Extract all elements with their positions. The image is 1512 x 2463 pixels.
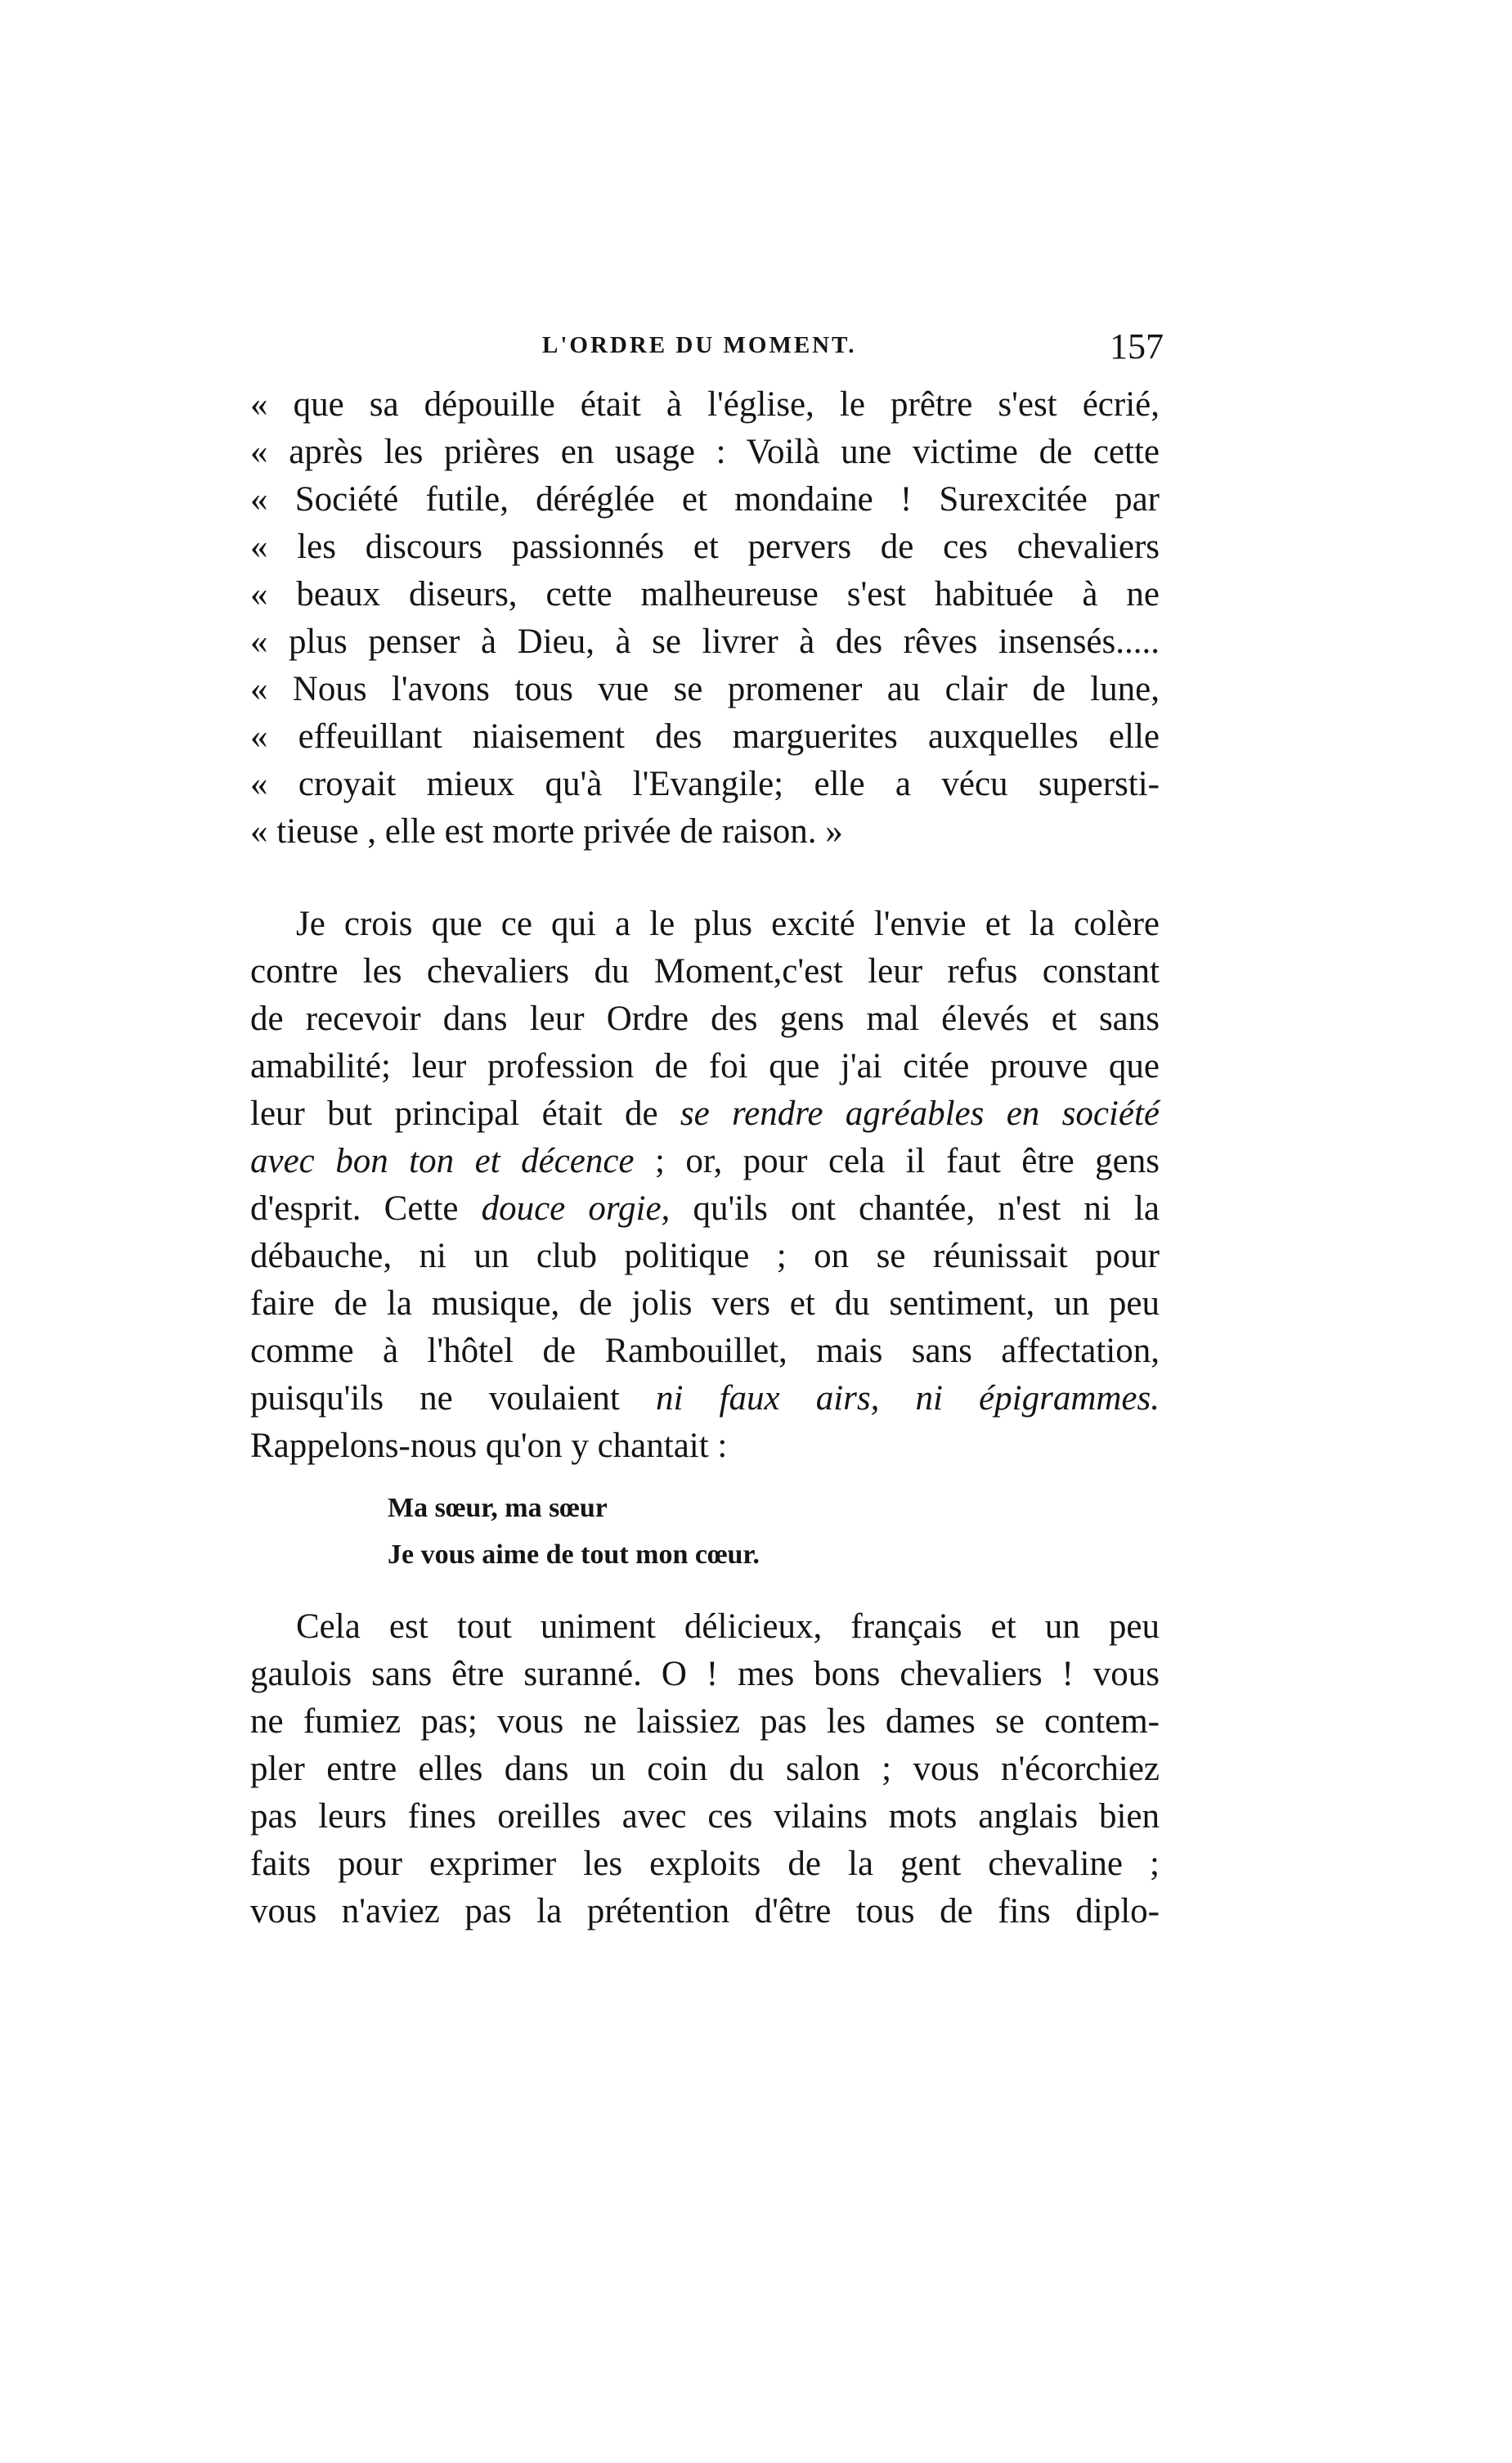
- paragraph-line: contre les chevaliers du Moment,c'est leur refus constant: [250, 952, 1160, 991]
- italic-text: douce orgie,: [481, 1189, 671, 1228]
- text-run: d'esprit. Cette: [250, 1189, 482, 1228]
- paragraph-line: pas leurs fines oreilles avec ces vilains mots anglais bien: [250, 1797, 1160, 1836]
- paragraph-line: ne fumiez pas; vous ne laissiez pas les dames se contem-: [250, 1702, 1160, 1741]
- quote-line: « les discours passionnés et pervers de ces chevaliers: [250, 528, 1160, 566]
- text-run: puisqu'ils ne voulaient: [250, 1379, 656, 1418]
- paragraph-line: faire de la musique, de jolis vers et du sentiment, un peu: [250, 1284, 1160, 1323]
- song-line: Je vous aime de tout mon cœur.: [388, 1539, 760, 1570]
- paragraph-line: débauche, ni un club politique ; on se réunissait pour: [250, 1237, 1160, 1275]
- italic-text: ni épigrammes.: [915, 1379, 1160, 1418]
- quote-line: « après les prières en usage : Voilà une victime de cette: [250, 433, 1160, 471]
- paragraph-line: [250, 1090, 1160, 1138]
- quoted-passage: [250, 381, 1160, 856]
- quote-line: « Société futile, déréglée et mondaine ! Surexcitée par: [250, 480, 1160, 519]
- text-run: [879, 1379, 915, 1418]
- paragraph-line: Cela est tout uniment délicieux, français et un peu: [296, 1607, 1160, 1646]
- paragraph-line: amabilité; leur profession de foi que j'ai citée prouve que: [250, 1047, 1160, 1085]
- quote-line: « beaux diseurs, cette malheureuse s'est habituée à ne: [250, 575, 1160, 614]
- italic-text: avec bon ton et décence: [250, 1142, 635, 1180]
- paragraph-line: Je crois que ce qui a le plus excité l'envie et la colère: [296, 905, 1160, 943]
- quote-line: « Nous l'avons tous vue se promener au clair de lune,: [250, 670, 1160, 708]
- paragraph-line: faits pour exprimer les exploits de la gent chevaline ;: [250, 1845, 1160, 1883]
- paragraph-line: comme à l'hôtel de Rambouillet, mais sans affectation,: [250, 1332, 1160, 1370]
- italic-text: ni faux airs,: [656, 1379, 880, 1418]
- paragraph-line: Rappelons-nous qu'on y chantait :: [250, 1427, 728, 1465]
- paragraph-line: vous n'aviez pas la prétention d'être tous de fins diplo-: [250, 1892, 1160, 1930]
- paragraph-line: [250, 1138, 1160, 1185]
- quote-line: « croyait mieux qu'à l'Evangile; elle a vécu supersti-: [250, 765, 1160, 803]
- song-quote: [388, 1485, 960, 1578]
- paragraph-two: [250, 1603, 1160, 1935]
- running-head: [256, 326, 1164, 371]
- quote-line: « effeuillant niaisement des marguerites auxquelles elle: [250, 717, 1160, 756]
- paragraph-line: [250, 1375, 1160, 1423]
- quote-line: « tieuse , elle est morte privée de raison. »: [250, 812, 843, 851]
- text-run: leur but principal était de: [250, 1094, 680, 1133]
- paragraph-line: de recevoir dans leur Ordre des gens mal élevés et sans: [250, 1000, 1160, 1038]
- text-run: qu'ils ont chantée, n'est ni la: [670, 1189, 1160, 1228]
- paragraph-line: [250, 1185, 1160, 1233]
- text-run: ; or, pour cela il faut être gens: [634, 1142, 1160, 1180]
- paragraph-line: gaulois sans être suranné. O ! mes bons chevaliers ! vous: [250, 1655, 1160, 1693]
- running-title: L'ORDRE DU MOMENT.: [542, 332, 857, 358]
- italic-text: se rendre agréables en société: [680, 1094, 1160, 1133]
- quote-line: « plus penser à Dieu, à se livrer à des rêves insensés.....: [250, 622, 1160, 661]
- page-number: 157: [1110, 326, 1164, 366]
- paragraph-line: pler entre elles dans un coin du salon ; vous n'écorchiez: [250, 1750, 1160, 1788]
- song-line: Ma sœur, ma sœur: [388, 1493, 608, 1523]
- paragraph-one: [250, 901, 1160, 1470]
- quote-line: « que sa dépouille était à l'église, le prêtre s'est écrié,: [250, 385, 1160, 424]
